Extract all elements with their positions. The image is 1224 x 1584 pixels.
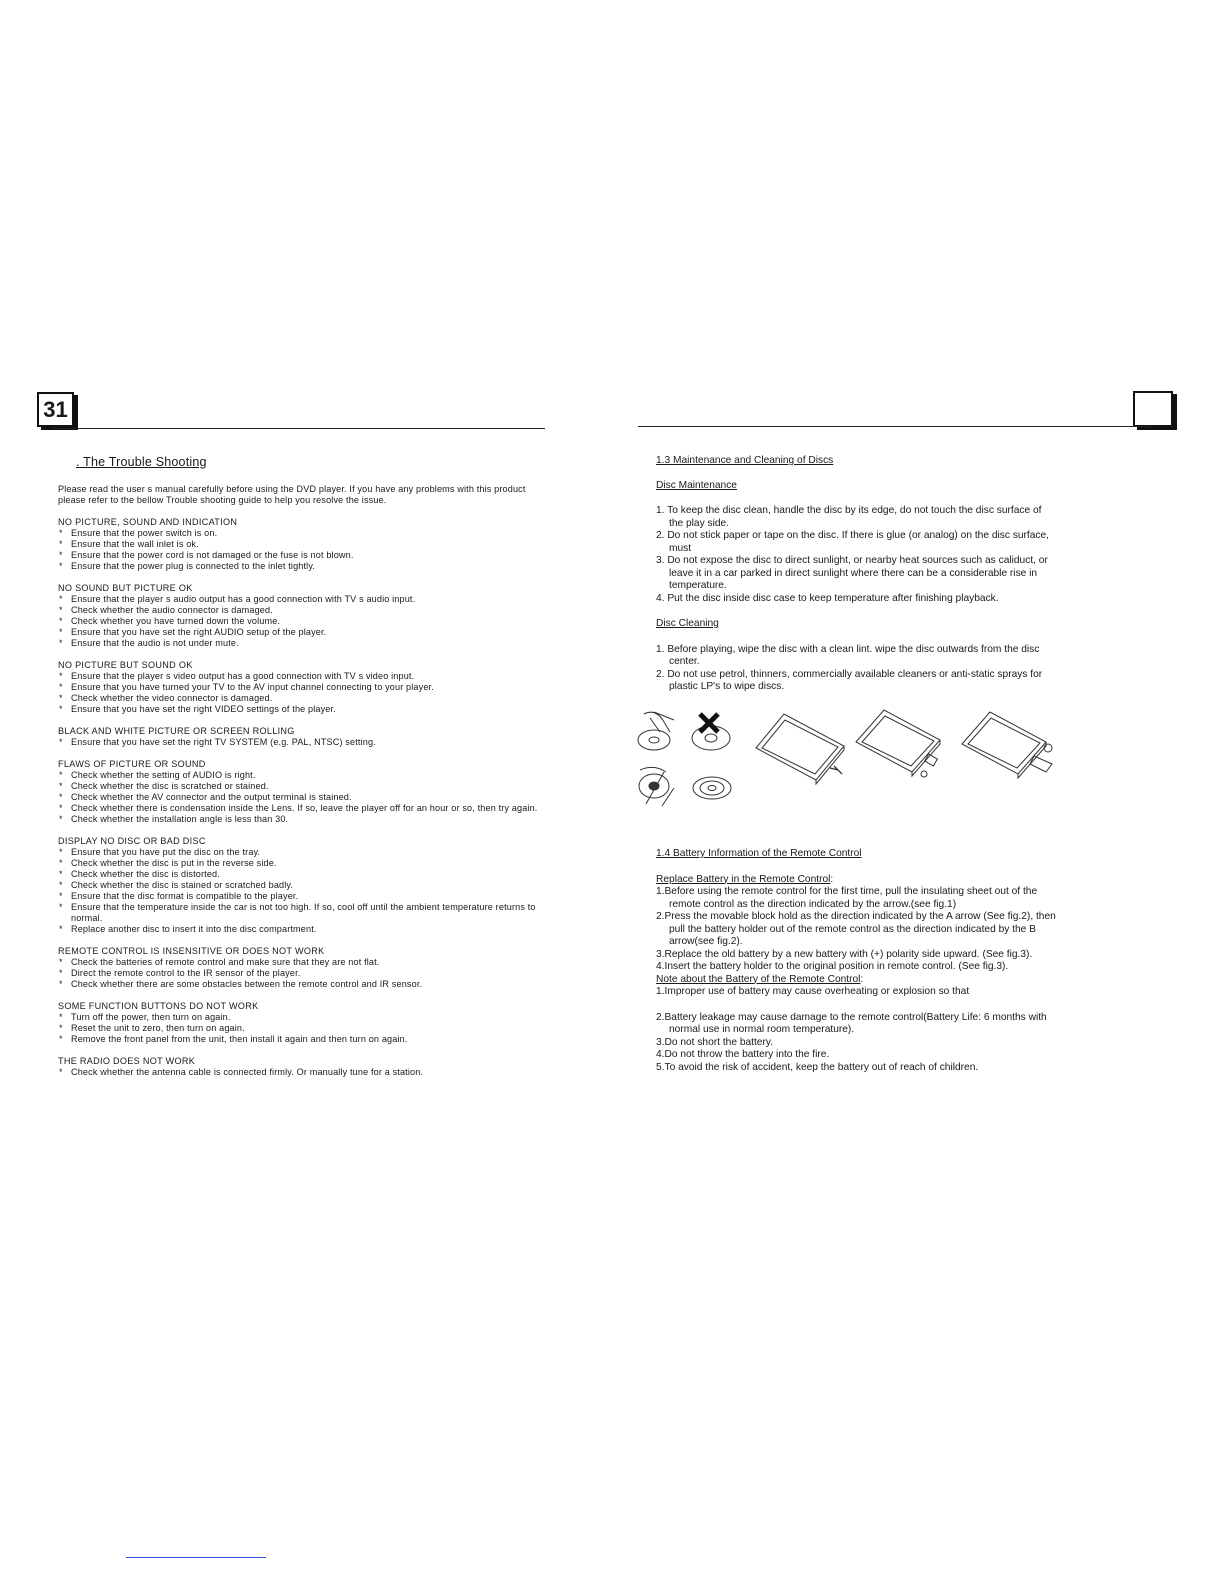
section-remote (58, 946, 538, 990)
disc-and-remote-illustrations (634, 708, 1064, 813)
list-item: 3.Do not short the battery. (656, 1036, 774, 1048)
battery-note-heading-row: Note about the Battery of the Remote Control: (656, 973, 864, 985)
list-item: 2. Do not stick paper or tape on the disc. If there is glue (or analog) on the disc surface, must (656, 530, 1049, 554)
disc-cleaning-heading: Disc Cleaning (656, 618, 719, 629)
list-item: * Check whether the setting of AUDIO is right. (58, 770, 538, 781)
list-item: * Ensure that you have set the right TV SYSTEM (e.g. PAL, NTSC) setting. (58, 737, 538, 748)
list-item: * Check whether the audio connector is damaged. (58, 605, 538, 616)
list-item: * Ensure that you have set the right AUDIO setup of the player. (58, 627, 538, 638)
list-item: * Check whether there are some obstacles between the remote control and IR sensor. (58, 979, 538, 990)
list-item: * Ensure that the power plug is connected to the inlet tightly. (58, 561, 538, 572)
list-item: * Check whether the disc is put in the reverse side. (58, 858, 538, 869)
section-flaws (58, 759, 538, 825)
clean-disc-icon (693, 777, 731, 799)
section-heading: BLACK AND WHITE PICTURE OR SCREEN ROLLING (58, 726, 295, 736)
list-item: * Ensure that the temperature inside the car is not too high. If so, cool off until the ambient temperature returns to normal. (58, 902, 538, 924)
list-item: * Reset the unit to zero, then turn on again. (58, 1023, 538, 1034)
list-item: 2.Battery leakage may cause damage to the remote control(Battery Life: 6 months with normal use in normal room temperature). (656, 1011, 1047, 1035)
battery-info-column (656, 848, 1056, 1074)
left-header-rule (53, 428, 545, 429)
section-title-1-3: 1.3 Maintenance and Cleaning of Discs (656, 455, 834, 466)
list-item: * Check whether the antenna cable is connected firmly. Or manually tune for a station. (58, 1067, 538, 1078)
section-function-buttons (58, 1001, 538, 1045)
page-number: 31 (37, 392, 74, 427)
battery-note-heading: Note about the Battery of the Remote Control (656, 973, 861, 985)
list-item: * Ensure that the player s video output has a good connection with TV s video input. (58, 671, 538, 682)
remote-fig2-icon (856, 710, 940, 777)
section-heading: THE RADIO DOES NOT WORK (58, 1056, 196, 1066)
troubleshooting-column (58, 457, 538, 1089)
list-item: * Ensure that the disc format is compatible to the player. (58, 891, 538, 902)
list-item: * Direct the remote control to the IR sensor of the player. (58, 968, 538, 979)
list-item: 4. Put the disc inside disc case to keep temperature after finishing playback. (656, 592, 999, 604)
right-header-rule (638, 426, 1153, 427)
section-heading: REMOTE CONTROL IS INSENSITIVE OR DOES NOT WORK (58, 946, 325, 956)
replace-battery-heading-row: Replace Battery in the Remote Control: (656, 873, 834, 885)
list-item: * Check whether the disc is distorted. (58, 869, 538, 880)
section-title-1-4: 1.4 Battery Information of the Remote Control (656, 848, 862, 859)
list-item: * Check whether you have turned down the volume. (58, 616, 538, 627)
list-item: * Ensure that the power cord is not damaged or the fuse is not blown. (58, 550, 538, 561)
list-item: 3.Replace the old battery by a new battery with (+) polarity side upward. (See fig.3). (656, 948, 1033, 960)
section-heading: DISPLAY NO DISC OR BAD DISC (58, 836, 206, 846)
section-no-picture (58, 660, 538, 715)
list-item: 1. Before playing, wipe the disc with a clean lint. wipe the disc outwards from the disc center. (656, 643, 1040, 667)
list-item: * Ensure that the audio is not under mute. (58, 638, 538, 649)
troubleshooting-intro: Please read the user s manual carefully before using the DVD player. If you have any problems with this product please refer to the bellow Trouble shooting guide to help you resolve the issue. (58, 484, 526, 505)
do-not-touch-disc-icon (692, 714, 730, 750)
section-no-picture-sound (58, 517, 538, 572)
list-item: * Remove the front panel from the unit, then install it again and then turn on again. (58, 1034, 538, 1045)
section-no-disc (58, 836, 538, 935)
list-item: 3. Do not expose the disc to direct sunlight, or nearby heat sources such as caliduct, or leave it in a car parked in direct sunlight where there can be a considerable rise in temperature. (656, 555, 1048, 591)
page-number-box-empty (1133, 391, 1173, 427)
list-item: 1.Before using the remote control for the first time, pull the insulating sheet out of the remote control as the direction indicated by the arrow.(see fig.1) (656, 886, 1038, 910)
list-item: * Ensure that you have set the right VIDEO settings of the player. (58, 704, 538, 715)
list-item: 1.Improper use of battery may cause overheating or explosion so that (656, 986, 970, 997)
list-item: * Check whether the disc is stained or scratched badly. (58, 880, 538, 891)
list-item: * Check whether the installation angle is less than 30. (58, 814, 538, 825)
troubleshooting-title: . The Trouble Shooting (76, 455, 207, 469)
list-item: 4.Insert the battery holder to the original position in remote control. (See fig.3). (656, 961, 1009, 972)
list-item: * Check whether the disc is scratched or stained. (58, 781, 538, 792)
list-item: * Check whether there is condensation inside the Lens. If so, leave the player off for an hour or so, then try again. (58, 803, 538, 814)
disc-care-column (656, 455, 1056, 694)
section-heading: FLAWS OF PICTURE OR SOUND (58, 759, 206, 769)
list-item: * Ensure that you have put the disc on the tray. (58, 847, 538, 858)
section-black-white (58, 726, 538, 748)
list-item: * Ensure that the player s audio output has a good connection with TV s audio input. (58, 594, 538, 605)
list-item: 5.To avoid the risk of accident, keep the battery out of reach of children. (656, 1061, 979, 1073)
list-item: * Replace another disc to insert it into the disc compartment. (58, 924, 538, 935)
list-item: 2. Do not use petrol, thinners, commercially available cleaners or anti-static sprays for plastic LP's to wipe discs. (656, 668, 1043, 692)
list-item: * Check whether the AV connector and the output terminal is stained. (58, 792, 538, 803)
section-heading: NO PICTURE BUT SOUND OK (58, 660, 193, 670)
section-heading: SOME FUNCTION BUTTONS DO NOT WORK (58, 1001, 259, 1011)
list-item: 2.Press the movable block hold as the direction indicated by the A arrow (See fig.2), then pull the battery holder out of the remote control as the direction indicated by the B arrow(see fig.2). (656, 911, 1056, 947)
list-item: * Ensure that the wall inlet is ok. (58, 539, 538, 550)
section-heading: NO SOUND BUT PICTURE OK (58, 583, 193, 593)
footer-link-underline (126, 1557, 266, 1558)
list-item: * Check whether the video connector is damaged. (58, 693, 538, 704)
section-heading: NO PICTURE, SOUND AND INDICATION (58, 517, 238, 527)
list-item: * Ensure that the power switch is on. (58, 528, 538, 539)
replace-battery-heading: Replace Battery in the Remote Control (656, 873, 831, 885)
disc-wiping-icon (639, 767, 674, 806)
disc-handling-icon (638, 712, 674, 750)
section-no-sound (58, 583, 538, 649)
list-item: 4.Do not throw the battery into the fire. (656, 1049, 830, 1060)
disc-maintenance-heading: Disc Maintenance (656, 479, 737, 491)
list-item: 1. To keep the disc clean, handle the disc by its edge, do not touch the disc surface of the play side. (656, 505, 1042, 529)
remote-fig3-icon (962, 712, 1052, 778)
list-item: * Check the batteries of remote control and make sure that they are not flat. (58, 957, 538, 968)
list-item: * Ensure that you have turned your TV to the AV input channel connecting to your player. (58, 682, 538, 693)
section-radio (58, 1056, 538, 1078)
remote-fig1-icon (756, 714, 844, 784)
list-item: * Turn off the power, then turn on again. (58, 1012, 538, 1023)
